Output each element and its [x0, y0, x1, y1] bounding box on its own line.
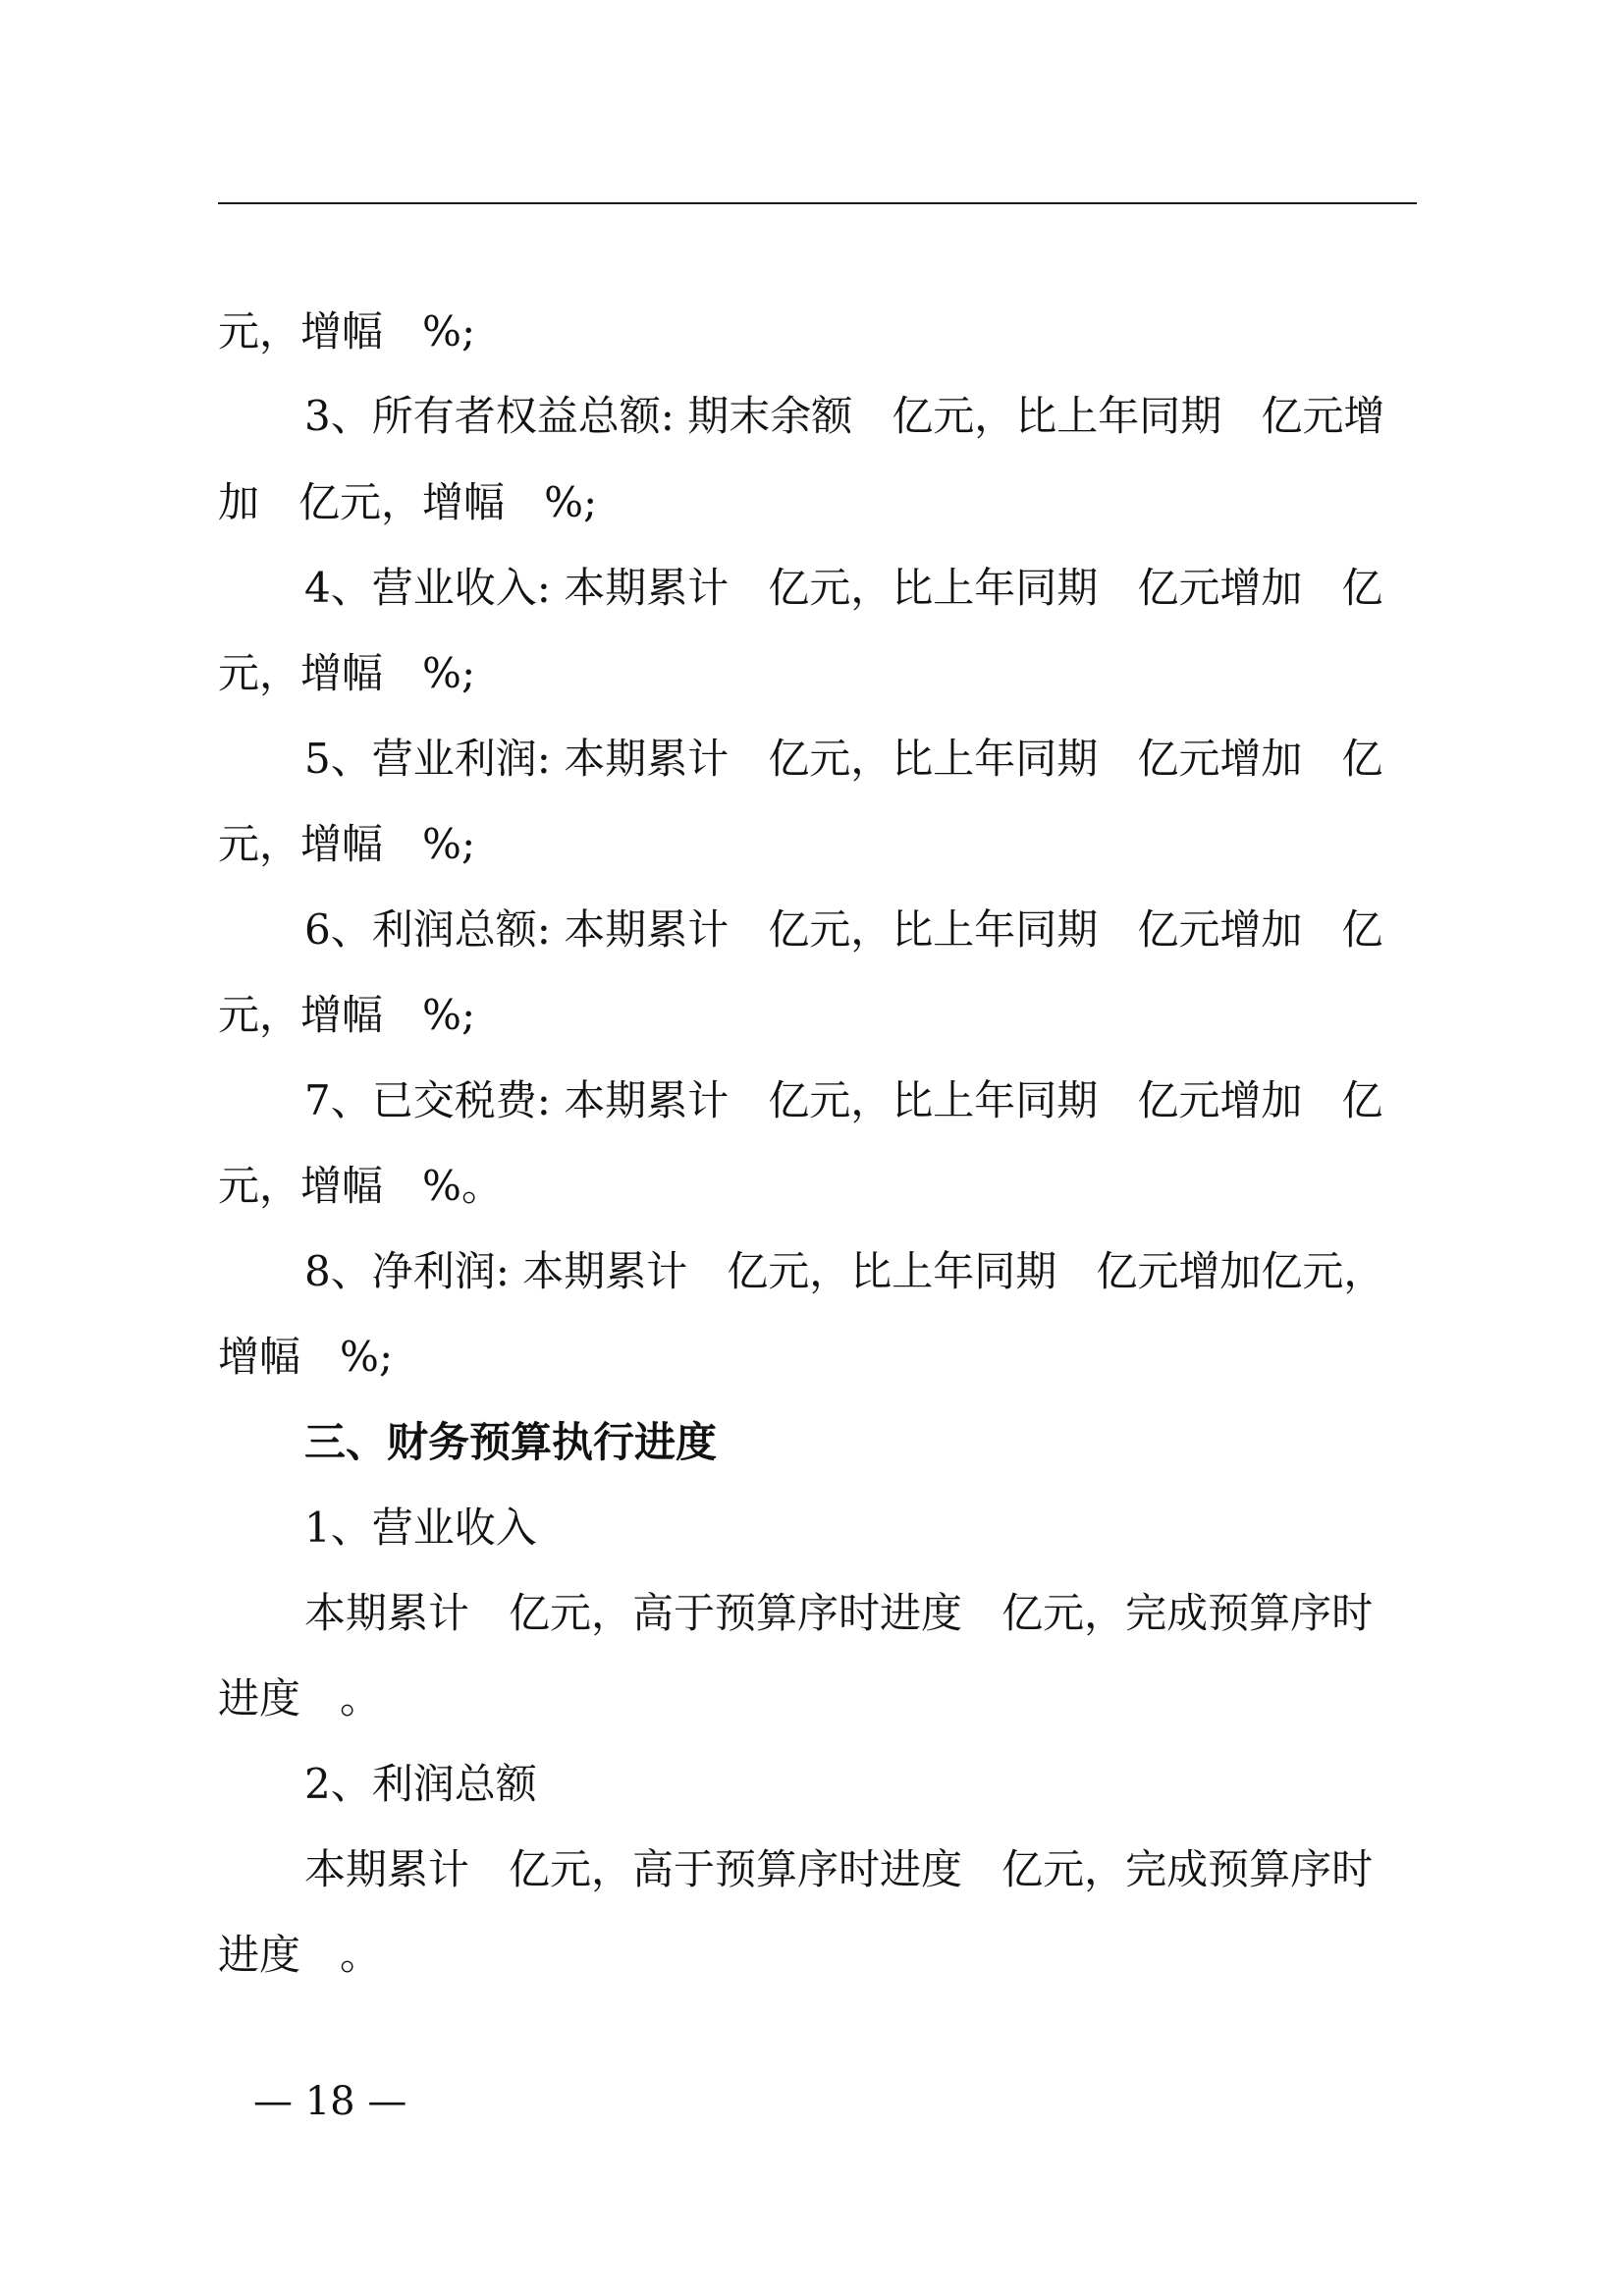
subsection-heading: 1、营业收入 — [304, 1503, 537, 1552]
page-number: — 18 — — [253, 2079, 407, 2124]
text-line: 4、营业收入: 本期累计 亿元，比上年同期 亿元增加 亿 — [304, 564, 1383, 612]
text-line: 加 亿元，增幅 %; — [218, 478, 598, 526]
text-line: 本期累计 亿元，高于预算序时进度 亿元，完成预算序时 — [304, 1589, 1374, 1637]
text-line: 元，增幅 %; — [218, 820, 476, 868]
text-line: 增幅 %; — [218, 1333, 394, 1381]
text-line: 进度 。 — [218, 1931, 382, 1979]
text-line: 8、净利润: 本期累计 亿元，比上年同期 亿元增加亿元， — [304, 1247, 1385, 1295]
text-line: 元，增幅 %。 — [218, 1162, 503, 1210]
text-line: 6、利润总额: 本期累计 亿元，比上年同期 亿元增加 亿 — [304, 905, 1383, 954]
section-heading: 三、财务预算执行进度 — [304, 1418, 718, 1466]
text-line: 进度 。 — [218, 1674, 382, 1722]
text-line: 5、营业利润: 本期累计 亿元，比上年同期 亿元增加 亿 — [304, 735, 1383, 783]
text-line: 本期累计 亿元，高于预算序时进度 亿元，完成预算序时 — [304, 1845, 1374, 1893]
text-line: 元，增幅 %; — [218, 649, 476, 697]
subsection-heading: 2、利润总额 — [304, 1760, 537, 1808]
text-line: 元，增幅 %; — [218, 991, 476, 1039]
text-line: 元，增幅 %; — [218, 307, 476, 355]
text-line: 7、已交税费: 本期累计 亿元，比上年同期 亿元增加 亿 — [304, 1076, 1383, 1124]
header-rule — [218, 202, 1417, 204]
text-line: 3、所有者权益总额: 期末余额 亿元，比上年同期 亿元增 — [304, 392, 1385, 440]
